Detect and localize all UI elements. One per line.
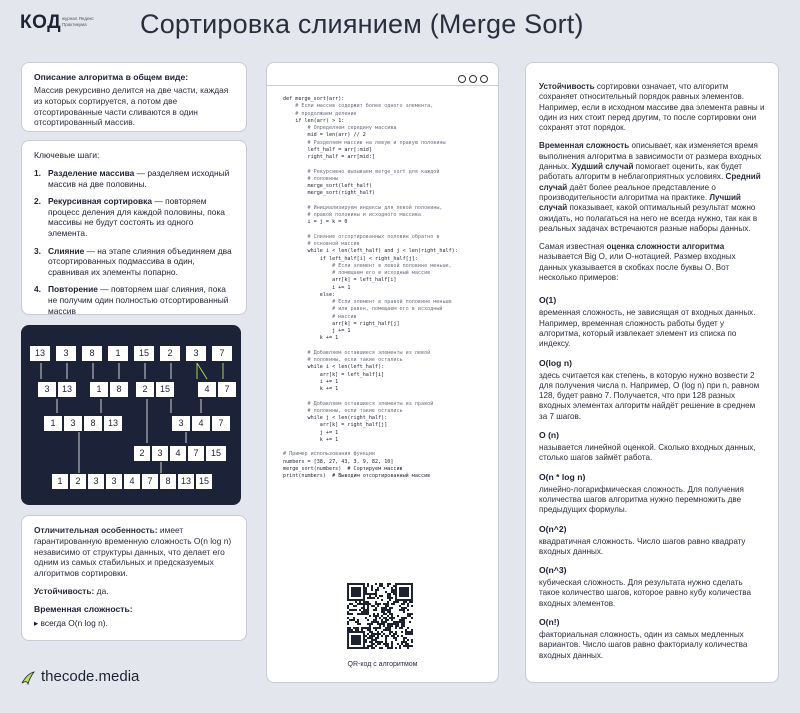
code-line: # половины, если такие остались (283, 357, 403, 363)
code-line: arr[k] = right_half[j] (283, 320, 400, 327)
complexity-desc: здесь считается как степень, в которую нужно возвести 2 для получения числа n. Например, O (log n) при n, равном 128, будет равно 7. Получается, что при 128 разных входных элементах алгоритм найдёт решение в среднем за 7 шагов. (539, 370, 760, 421)
array-cell: 7 (217, 381, 237, 398)
stability-desc: сортировки означает, что алгоритм сохраняет относительный порядок равных элементов. Например, если в исходном массиве два элемента равны и один из них стоит перед другим, то после сортировки они сохранят этот порядок. (539, 82, 765, 133)
array-cell: 3 (105, 473, 123, 490)
array-cell: 8 (83, 415, 103, 432)
code-line: i = j = k = 0 (283, 219, 348, 226)
steps-list (34, 168, 234, 316)
array-cell: 3 (151, 445, 169, 462)
feature-text (34, 525, 234, 579)
logo: КОД (20, 12, 62, 33)
code-line: right_half = arr[mid:] (283, 154, 376, 160)
best-desc: показывает, какой оптимальный результат можно ожидать, но полагаться на него не всегда нужно, так как в реальных задачах встречаются разные наборы данных. (539, 203, 758, 233)
code-line: j += 1 (283, 429, 339, 436)
code-line (283, 343, 458, 350)
step-text: — повторяем шаг слияния, пока не получим один полностью отсортированный массив (48, 284, 229, 316)
bigo-term: оценка сложности алгоритма (606, 242, 725, 252)
code-line: k += 1 (283, 335, 339, 342)
array-cell: 3 (55, 345, 77, 362)
window-dot-icon (458, 75, 466, 83)
feature-label: Отличительная особенность: (34, 525, 158, 535)
complexity-bullet: ▸ всегда O(n log n). (34, 617, 108, 628)
code-line: while j < len(right_half): (283, 415, 388, 421)
brand-icon (20, 670, 36, 686)
code-line: # Пример использования функции (283, 451, 376, 458)
complexity-list (539, 295, 765, 661)
stability-label: Устойчивость: (34, 585, 95, 596)
code-line: merge_sort(right_half) (283, 190, 376, 197)
code-line: while i < len(left_half): (283, 364, 385, 371)
description-card (21, 62, 247, 132)
array-cell: 7 (187, 445, 205, 462)
steps-title: Ключевые шаги: (34, 150, 100, 160)
array-cell: 4 (191, 415, 211, 432)
array-cell: 13 (57, 381, 77, 398)
code-line: # Добавляем оставшиеся элементы из правой (283, 400, 434, 407)
array-cell: 13 (103, 415, 123, 432)
code-line: # массив (283, 313, 357, 320)
array-cell: 15 (133, 345, 155, 362)
feature-body: имеет гарантированную временную сложность O(n log n) независимо от структуры данных, что делает его одним из самых стабильных и предсказуемых алгоритмов сортировки. (34, 525, 232, 579)
code-line (283, 161, 458, 168)
complexity-value: всегда O(n log n). (40, 617, 108, 628)
step-number: 3. (34, 245, 41, 256)
code-line: # или равен, помещаем его в исходный (283, 306, 443, 313)
description-title: Описание алгоритма в общем виде: (34, 72, 189, 82)
complexity-heading: O(n^2) (539, 523, 567, 534)
array-cell: 4 (197, 381, 217, 398)
array-cell: 2 (159, 345, 181, 362)
merge-sort-diagram (21, 325, 241, 505)
code-line: i += 1 (283, 378, 339, 385)
worst-desc: помогает оценить, как будет работать алгоритм в неблагоприятных условиях. (539, 162, 742, 182)
complexity-card (525, 62, 779, 683)
array-cell: 7 (211, 415, 231, 432)
step-bold: Повторение (48, 284, 98, 295)
array-cell: 3 (87, 473, 105, 490)
array-cell: 2 (133, 445, 151, 462)
time-paragraph (539, 141, 765, 234)
titlebar-divider (267, 85, 498, 86)
complexity-heading: O(n^3) (539, 565, 567, 576)
array-cell: 8 (159, 473, 177, 490)
array-cell: 2 (69, 473, 87, 490)
array-cell: 3 (63, 415, 83, 432)
code-line: arr[k] = left_half[i] (283, 277, 397, 284)
array-cell: 15 (195, 473, 213, 490)
code-line: merge_sort(left_half) (283, 183, 372, 189)
steps-card (21, 140, 247, 315)
complexity-desc: временная сложность, не зависящая от входных данных. Например, временная сложность работы будет у алгоритма, который извлекает элемент из списка по индексу. (539, 308, 756, 349)
time-term: Временная сложность (539, 141, 630, 151)
complexity-heading: O(log n) (539, 357, 572, 368)
code-line: else: (283, 291, 336, 298)
step-number: 1. (34, 168, 41, 178)
code-line: # Если элемент в левой половине меньше, (283, 262, 452, 269)
step-item (34, 284, 234, 316)
code-line: i += 1 (283, 284, 351, 291)
complexity-heading: O (n) (539, 430, 560, 441)
array-cell: 15 (205, 445, 227, 462)
code-line: arr[k] = right_half[j] (283, 422, 388, 429)
step-item (34, 196, 234, 238)
code-line: # Определяем середину массива (283, 125, 397, 131)
code-line: if len(arr) > 1: (283, 117, 345, 124)
array-cell: 13 (29, 345, 51, 362)
window-dot-icon (469, 75, 477, 83)
array-cell: 15 (155, 381, 175, 398)
code-line: # Если элемент в правой половине меньше (283, 299, 452, 305)
best-term: Лучший случай (539, 192, 741, 213)
brand-name[interactable]: thecode.media (41, 668, 140, 685)
array-cell: 13 (177, 473, 195, 490)
code-line: # Если массив содержит более одного элемента, (283, 103, 434, 110)
bigo-paragraph (539, 242, 765, 283)
code-line: print(numbers) # Выводим отсортированный массив (283, 473, 431, 479)
bigo-intro: Самая известная (539, 242, 607, 252)
code-line: # правой половины и исходного массива (283, 212, 422, 218)
code-line: # основной массив (283, 241, 360, 247)
code-line: k += 1 (283, 436, 339, 443)
array-cell: 7 (211, 345, 233, 362)
code-line: # Разделяем массив на левую и правую половины (283, 139, 446, 146)
complexity-heading: O(1) (539, 295, 557, 306)
stability-term: Устойчивость (539, 82, 595, 91)
code-line: k += 1 (283, 386, 339, 392)
code-line: j += 1 (283, 328, 351, 334)
complexity-desc: кубическая сложность. Для результата нужно сделать такое количество шагов, которое равно кубу количества входных элементов. (539, 578, 751, 608)
code-line (283, 198, 458, 205)
description-text: Массив рекурсивно делится на две части, каждая из которых сортируется, а потом две отсортированные части сливаются в один отсортированный массив. (34, 85, 229, 128)
step-text: — повторяем процесс деления для каждой половины, пока массивы не будут состоять из одного элемента. (48, 196, 225, 238)
code-line: # Слияние отсортированных половин обратно в (283, 233, 440, 240)
array-cell: 1 (89, 381, 109, 398)
step-bold: Разделение массива (48, 168, 135, 178)
avg-desc: даёт более реальное представление о производительности алгоритма на практике. (539, 182, 716, 202)
complexity-heading: O(n!) (539, 616, 560, 627)
code-block (283, 96, 458, 480)
array-cell: 8 (109, 381, 129, 398)
code-line: while i < len(left_half) and j < len(right_half): (283, 248, 458, 255)
code-line (283, 393, 458, 400)
step-bold: Слияние (48, 245, 85, 256)
step-number: 4. (34, 284, 41, 295)
array-cell: 8 (81, 345, 103, 362)
feature-card (21, 515, 247, 641)
code-line: mid = len(arr) // 2 (283, 132, 366, 139)
complexity-heading: O(n * log n) (539, 471, 586, 482)
array-cell: 7 (141, 473, 159, 490)
code-window (266, 62, 499, 683)
code-line: numbers = [38, 27, 43, 3, 9, 82, 10] (283, 458, 394, 465)
qr-code-icon[interactable] (347, 583, 413, 649)
step-item (34, 246, 234, 278)
complexity-desc: называется линейной оценкой. Сколько входных данных, столько шагов займёт работа. (539, 443, 756, 463)
step-text: — на этапе слияния объединяем два отсортированных подмассива в один, сравнивая их элементы попарно. (48, 245, 232, 277)
code-line (283, 227, 458, 234)
step-text: — разделяем исходный массив на две половины. (48, 168, 230, 189)
array-cell: 4 (123, 473, 141, 490)
stability-value: да. (94, 585, 109, 596)
array-cell: 3 (37, 381, 57, 398)
array-cell: 1 (107, 345, 129, 362)
logo-subtitle: журнал Яндекс Практикума (62, 16, 94, 27)
stability-line (34, 586, 234, 597)
code-line: left_half = arr[:mid] (283, 146, 372, 153)
array-cell: 3 (171, 415, 191, 432)
code-line: def merge_sort(arr): (283, 96, 345, 102)
complexity-desc: линейно-логарифмическая сложность. Для получения количества шагов алгоритма нужно перемножить две предыдущих формулы. (539, 484, 744, 515)
stability-paragraph (539, 82, 765, 133)
code-line (283, 444, 458, 451)
step-number: 2. (34, 196, 41, 207)
window-dot-icon (480, 75, 488, 83)
array-cell: 3 (185, 345, 207, 362)
code-line: # половины (283, 175, 339, 182)
time-desc: описывает, как изменяется время выполнения алгоритма в зависимости от размера входных данных. (539, 141, 762, 172)
code-line: # Рекурсивно вызываем merge_sort для каждой (283, 168, 440, 175)
code-line: merge_sort(numbers) # Сортируем массив (283, 465, 403, 472)
code-line: # половины, если такие остались (283, 407, 403, 414)
complexity-desc: квадратичная сложность. Число шагов равно квадрату входных данных. (539, 536, 746, 556)
worst-term: Худший случай (571, 162, 634, 172)
code-line: # Инициализируем индексы для левой половины, (283, 204, 443, 211)
step-bold: Рекурсивная сортировка (48, 196, 153, 207)
code-line: if left_half[i] < right_half[j]: (283, 255, 418, 262)
bigo-desc: называется Big O, или O-нотацией. Размер входных данных указывается в скобках после буквы O. Вот несколько примеров: (539, 252, 736, 283)
array-cell: 4 (169, 445, 187, 462)
code-line: arr[k] = left_half[i] (283, 371, 385, 378)
complexity-label: Временная сложность: (34, 603, 133, 614)
code-line: # продолжаем деление (283, 110, 357, 117)
array-cell: 2 (135, 381, 155, 398)
code-line: # Добавляем оставшиеся элементы из левой (283, 349, 431, 356)
array-cell: 1 (43, 415, 63, 432)
qr-caption: QR-код с алгоритмом (347, 661, 418, 668)
complexity-desc: факториальная сложность, один из самых медленных вариантов. Число шагов равно факториалу количества входных данных. (539, 629, 748, 660)
code-line: # помещаем его в исходный массив (283, 270, 431, 276)
array-cell: 1 (51, 473, 69, 490)
page-title: Сортировка слиянием (Merge Sort) (140, 9, 584, 39)
step-item (34, 168, 234, 189)
avg-term: Средний случай (539, 172, 761, 192)
